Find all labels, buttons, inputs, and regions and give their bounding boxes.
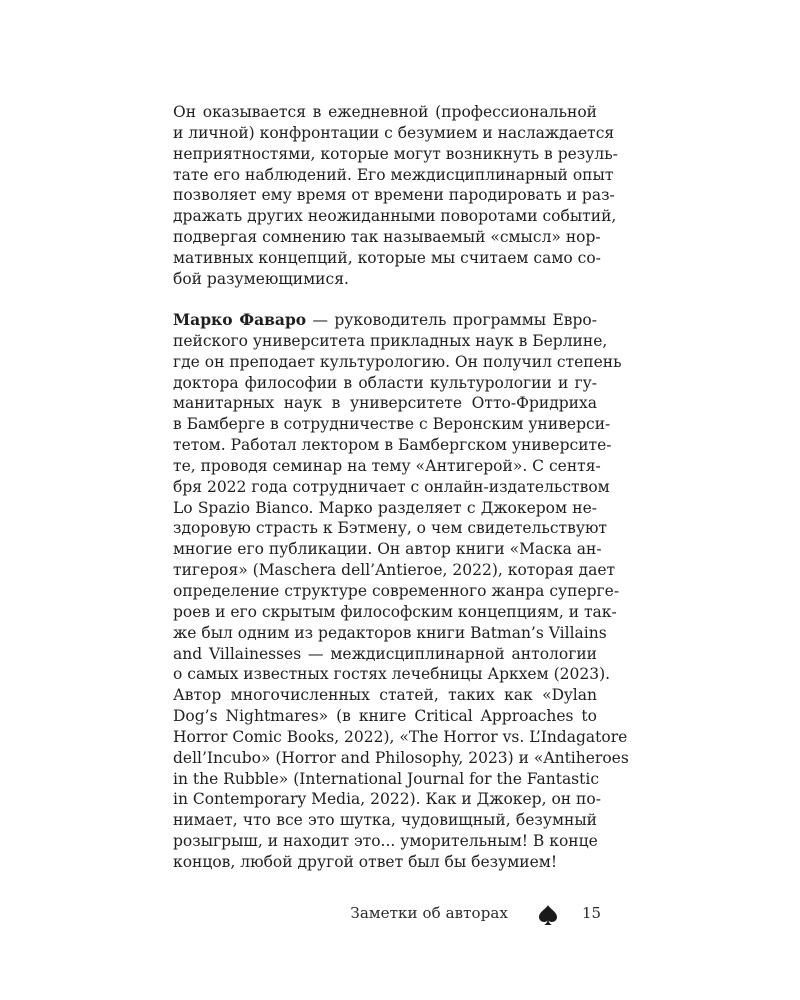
text-line: нимает, что все это шутка, чудовищный, безумный (173, 811, 597, 830)
page-number: 15 (582, 904, 602, 922)
text-line: здоровую страсть к Бэтмену, о чем свидетельствуют (173, 519, 608, 538)
text-line: пейского университета прикладных наук в Берлине, (173, 331, 608, 350)
text-line: dell’Incubo» (Horror and Philosophy, 2023) и «Antiheroes (173, 748, 629, 767)
text-line: тате его наблюдений. Его междисциплинарный опыт (173, 165, 614, 184)
text-line: Dog’s Nightmares» (в книге Critical Approaches to (173, 707, 597, 726)
text-line-first (173, 310, 597, 331)
text-line: многие его публикации. Он автор книги «Маска ан- (173, 540, 602, 559)
author-name: Марко Фаваро (173, 310, 307, 329)
text-line: Он оказывается в ежедневной (профессиональной (173, 103, 597, 121)
text-line: тетом. Работал лектором в Бамбергском университе- (173, 436, 612, 455)
spade-icon (538, 904, 558, 926)
text-line: Lo Spazio Bianco. Марко разделяет с Джокером не- (173, 498, 597, 517)
first-line-rest: — руководитель программы Евро- (306, 311, 597, 329)
text-line: бой разумеющимися. (173, 269, 349, 288)
text-line: Автор многочисленных статей, таких как «Dylan (173, 686, 597, 705)
text-line: доктора философии в области культурологии и гу- (173, 373, 597, 392)
text-line: тигероя» (Maschera dell’Antieroe, 2022), которая дает (173, 561, 616, 580)
text-line: подвергая сомнению так называемый «смысл» нор- (173, 228, 601, 247)
author-bio-paragraph (173, 310, 629, 873)
text-line: манитарных наук в университете Отто-Фридриха (173, 394, 597, 413)
text-line: мативных концепций, которые мы считаем само со- (173, 248, 601, 267)
text-line: Horror Comic Books, 2022), «The Horror vs. L’Indagatore (173, 727, 628, 746)
text-line: концов, любой другой ответ был бы безумием! (173, 852, 558, 871)
text-line: и личной) конфронтации с безумием и наслаждается (173, 123, 615, 142)
text-line: те, проводя семинар на тему «Антигерой». С сентя- (173, 456, 601, 475)
text-line: роев и его скрытым философским концепциям, и так- (173, 602, 617, 621)
running-footer-title: Заметки об авторах (350, 904, 508, 922)
text-line: где он преподает культурологию. Он получил степень (173, 352, 622, 371)
text-line: определение структуре современного жанра суперге- (173, 581, 620, 600)
text-line: and Villainesses — междисциплинарной антологии (173, 644, 597, 663)
paragraph-continuation (173, 102, 618, 290)
text-line: in the Rubble» (International Journal for the Fantastic (173, 769, 600, 788)
text-line: о самых известных гостях лечебницы Аркхем (2023). (173, 665, 611, 684)
page-footer (0, 902, 800, 928)
text-line: in Contemporary Media, 2022). Как и Джокер, он по- (173, 790, 601, 809)
text-line: позволяет ему время от времени пародировать и раз- (173, 186, 615, 205)
text-line: бря 2022 года сотрудничает с онлайн-издательством (173, 477, 610, 496)
text-line: дражать других неожиданными поворотами событий, (173, 207, 617, 226)
text-line: розыгрыш, и находит это... уморительным! В конце (173, 832, 598, 851)
text-line: в Бамберге в сотрудничестве с Веронским универси- (173, 415, 611, 434)
text-line: неприятностями, которые могут возникнуть в резуль- (173, 144, 618, 163)
text-line: же был одним из редакторов книги Batman’s Villains (173, 623, 607, 642)
